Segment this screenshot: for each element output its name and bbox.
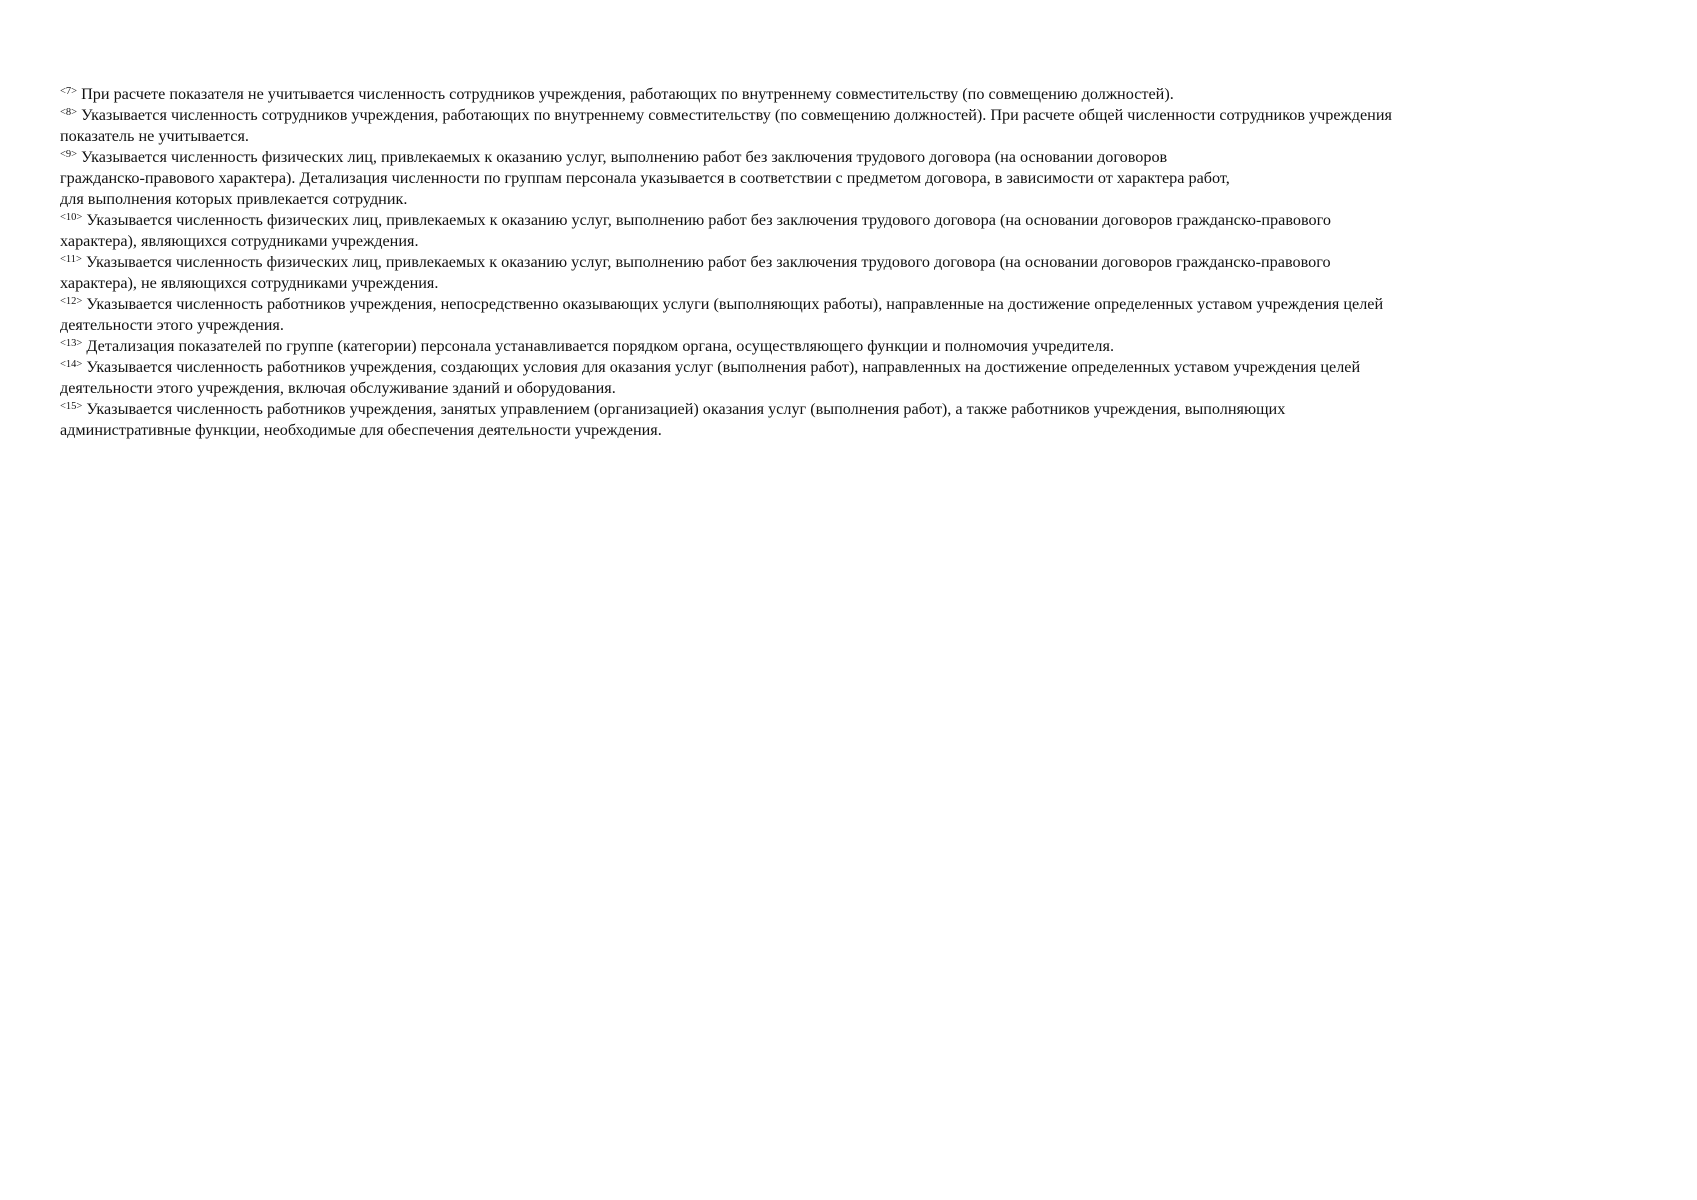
- footnote-text: Указывается численность физических лиц, привлекаемых к оказанию услуг, выполнению работ без заключения трудового договора (на основании договоров гражданско-правового: [85, 253, 1331, 271]
- footnote-marker: <14>: [60, 359, 83, 370]
- footnote-text: Указывается численность работников учреждения, непосредственно оказывающих услуги (выполняющих работы), направленные на достижение определенных уставом учреждения целей: [86, 295, 1384, 313]
- footnote-text-continued: гражданско-правового характера). Детализация численности по группам персонала указывается в соответствии с предметом договора, в зависимости от характера работ,: [60, 169, 1230, 187]
- footnote-marker: <11>: [60, 254, 82, 265]
- footnote-text: Указывается численность работников учреждения, создающих условия для оказания услуг (выполнения работ), направленных на достижение определенных уставом учреждения целей: [86, 358, 1361, 376]
- footnote-marker: <9>: [60, 149, 78, 160]
- footnote-8: [60, 105, 1670, 147]
- footnote-marker: <8>: [60, 107, 78, 118]
- footnote-9: [60, 147, 1670, 210]
- footnote-13: [60, 336, 1670, 357]
- footnote-14: [60, 357, 1670, 399]
- footnote-text: При расчете показателя не учитывается численность сотрудников учреждения, работающих по внутреннему совместительству (по совмещению должностей).: [81, 85, 1174, 103]
- footnote-text-continued: характера), являющихся сотрудниками учреждения.: [60, 232, 419, 250]
- footnote-text: Указывается численность работников учреждения, занятых управлением (организацией) оказания услуг (выполнения работ), а также работников учреждения, выполняющих: [86, 400, 1286, 418]
- footnote-10: [60, 210, 1670, 252]
- footnote-text: Указывается численность сотрудников учреждения, работающих по внутреннему совместительству (по совмещению должностей). При расчете общей численности сотрудников учреждения: [81, 106, 1392, 124]
- footnote-marker: <15>: [60, 401, 83, 412]
- footnote-11: [60, 252, 1670, 294]
- footnote-text: Указывается численность физических лиц, привлекаемых к оказанию услуг, выполнению работ без заключения трудового договора (на основании договоров гражданско-правового: [86, 211, 1331, 229]
- footnote-text-continued: характера), не являющихся сотрудниками учреждения.: [60, 274, 439, 292]
- footnote-marker: <13>: [60, 338, 83, 349]
- footnote-text: Детализация показателей по группе (категории) персонала устанавливается порядком органа, осуществляющего функции и полномочия учредителя.: [86, 337, 1114, 355]
- footnote-7: [60, 84, 1670, 105]
- footnote-text-continued: деятельности этого учреждения, включая обслуживание зданий и оборудования.: [60, 379, 616, 397]
- footnote-text-continued: деятельности этого учреждения.: [60, 316, 284, 334]
- footnote-12: [60, 294, 1670, 336]
- footnote-text-continued: показатель не учитывается.: [60, 127, 249, 145]
- footnote-marker: <12>: [60, 296, 83, 307]
- footnote-15: [60, 399, 1670, 441]
- footnotes-section: [60, 84, 1670, 441]
- footnote-text-continued: административные функции, необходимые для обеспечения деятельности учреждения.: [60, 421, 662, 439]
- footnote-text-continued: для выполнения которых привлекается сотрудник.: [60, 190, 408, 208]
- footnote-text: Указывается численность физических лиц, привлекаемых к оказанию услуг, выполнению работ без заключения трудового договора (на основании договоров: [81, 148, 1168, 166]
- footnote-marker: <10>: [60, 212, 83, 223]
- footnote-marker: <7>: [60, 86, 78, 97]
